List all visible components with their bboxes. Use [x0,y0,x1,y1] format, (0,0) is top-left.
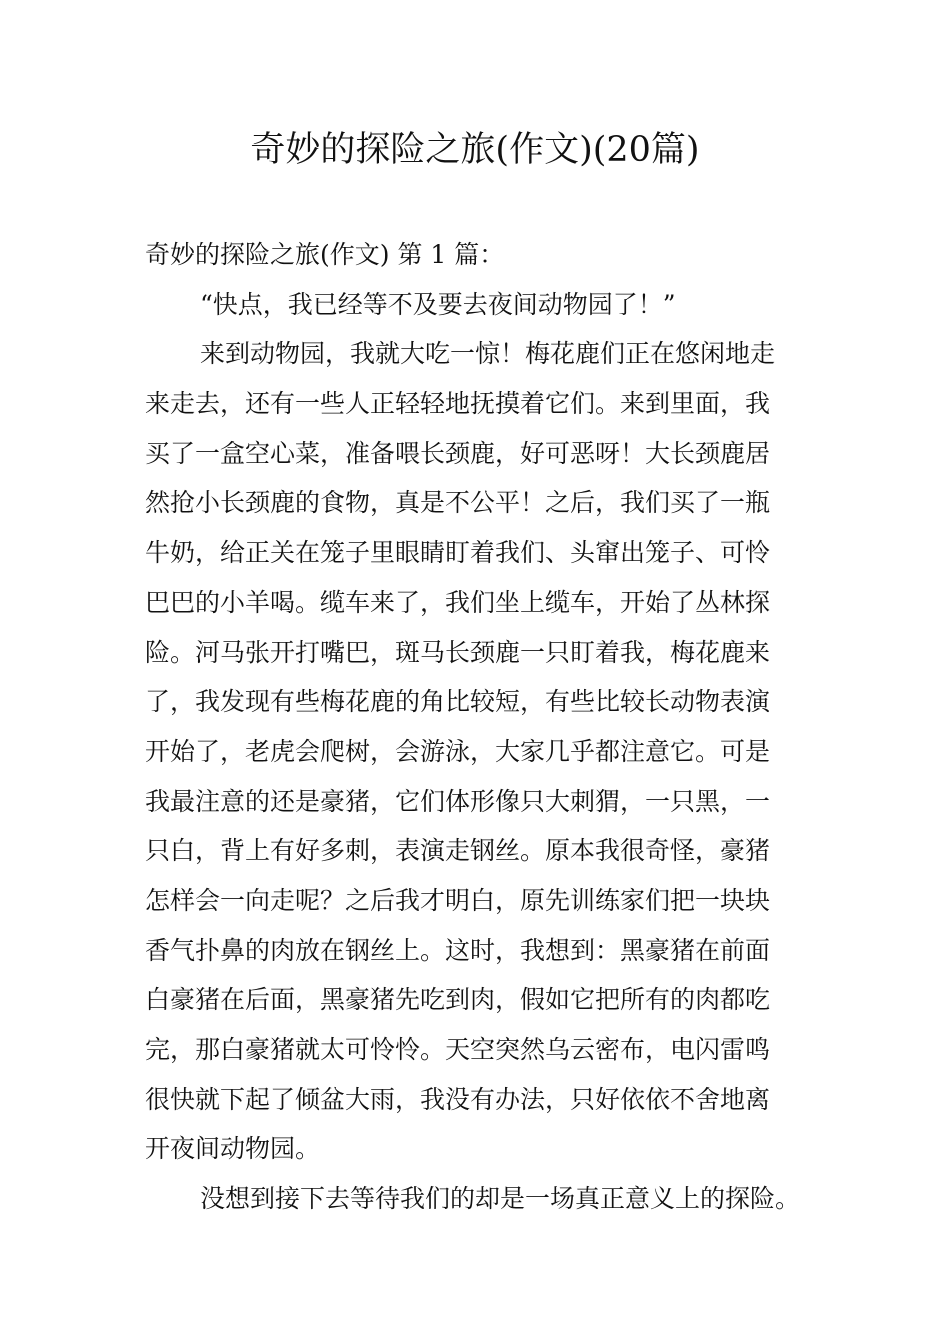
paragraph-line: 巴巴的小羊喝。缆车来了，我们坐上缆车，开始了丛林探 [145,587,771,617]
paragraph-3 [145,1174,805,1224]
paragraph-line: 开始了，老虎会爬树，会游泳，大家几乎都注意它。可是 [145,736,771,766]
paragraph-line: 没想到接下去等待我们的却是一场真正意义上的探险。 [200,1184,801,1214]
paragraph-line: 牛奶，给正关在笼子里眼睛盯着我们、头窜出笼子、可怜 [145,538,771,568]
paragraph-line: 险。河马张开打嘴巴，斑马长颈鹿一只盯着我，梅花鹿来 [145,637,771,667]
document-body [145,230,805,1224]
paragraph-line: 买了一盒空心菜，准备喂长颈鹿，好可恶呀！大长颈鹿居 [145,438,771,468]
paragraph-line: 白豪猪在后面，黑豪猪先吃到肉，假如它把所有的肉都吃 [145,985,771,1015]
paragraph-line: 来到动物园，我就大吃一惊！梅花鹿们正在悠闲地走 [200,339,776,369]
paragraph-line: 香气扑鼻的肉放在钢丝上。这时，我想到：黑豪猪在前面 [145,935,771,965]
paragraph-line: 然抢小长颈鹿的食物，真是不公平！之后，我们买了一瓶 [145,488,771,518]
paragraph-line: 怎样会一向走呢？之后我才明白，原先训练家们把一块块 [145,885,771,915]
paragraph-line: “快点，我已经等不及要去夜间动物园了！” [200,289,676,319]
paragraph-line: 开夜间动物园。 [145,1134,321,1164]
paragraph-line: 来走去，还有一些人正轻轻地抚摸着它们。来到里面，我 [145,389,771,419]
paragraph-line: 只白，背上有好多刺，表演走钢丝。原本我很奇怪，豪猪 [145,836,771,866]
document-title: 奇妙的探险之旅(作文)(20篇) [250,130,700,170]
paragraph-1 [145,280,805,330]
paragraph-line: 我最注意的还是豪猪，它们体形像只大刺猬，一只黑，一 [145,786,771,816]
paragraph-line: 了，我发现有些梅花鹿的角比较短，有些比较长动物表演 [145,687,771,717]
paragraph-2 [145,329,805,1174]
paragraph-line: 很快就下起了倾盆大雨，我没有办法，只好依依不舍地离 [145,1084,771,1114]
paragraph-line: 完，那白豪猪就太可怜怜。天空突然乌云密布，电闪雷鸣 [145,1035,771,1064]
section-heading: 奇妙的探险之旅(作文) 第 1 篇： [145,240,505,269]
